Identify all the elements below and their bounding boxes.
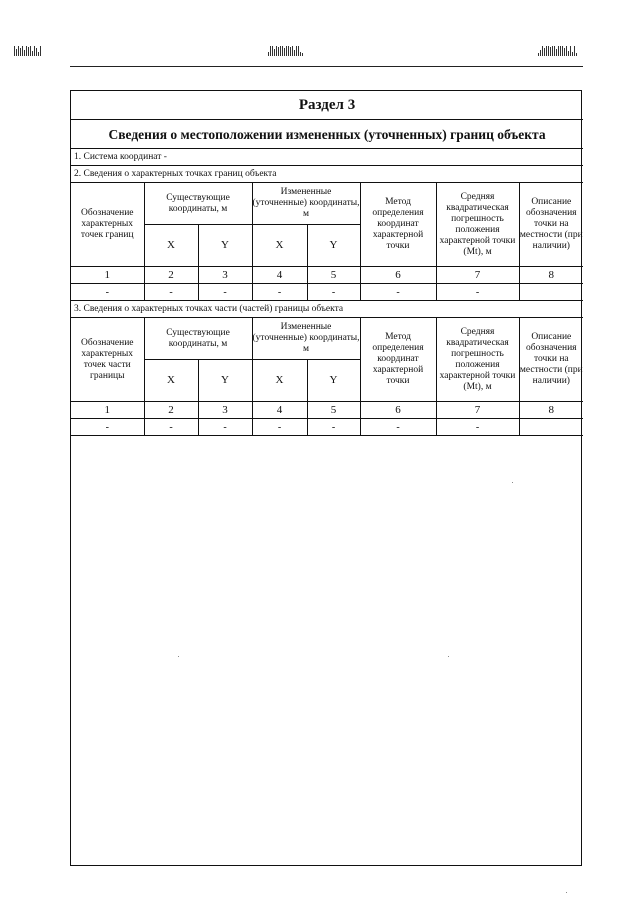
table1-num-cell: 4 bbox=[252, 267, 307, 284]
table2-data-cell: - bbox=[144, 419, 198, 436]
table1-data-cell: - bbox=[198, 284, 252, 301]
table2-num-cell: 5 bbox=[307, 402, 360, 419]
table2-num-cell: 7 bbox=[436, 402, 519, 419]
scan-speck bbox=[566, 892, 567, 893]
table2-col-method: Метод определения координат характерной точки bbox=[360, 318, 436, 402]
document-frame bbox=[70, 90, 582, 866]
table2-col-description: Описание обозначения точки на местности (при наличии) bbox=[519, 318, 583, 402]
table1-group-changed: Измененные (уточненные) координаты, м bbox=[252, 183, 360, 225]
scan-speck bbox=[448, 656, 449, 657]
table1-num-cell: 3 bbox=[198, 267, 252, 284]
table2-changed-x: X bbox=[252, 360, 307, 402]
table1-col-designation: Обозначение характерных точек границ bbox=[71, 183, 144, 267]
table2-data-cell: - bbox=[198, 419, 252, 436]
table2-data-cell: - bbox=[252, 419, 307, 436]
table1-data-cell: - bbox=[71, 284, 144, 301]
table1-group-existing: Существующие координаты, м bbox=[144, 183, 252, 225]
table2-num-cell: 1 bbox=[71, 402, 144, 419]
table2-existing-x: X bbox=[144, 360, 198, 402]
table2-col-designation: Обозначение характерных точек части границы bbox=[71, 318, 144, 402]
table2-data-cell: - bbox=[436, 419, 519, 436]
table2-caption: 3. Сведения о характерных точках части (частей) границы объекта bbox=[71, 301, 583, 318]
barcode-right bbox=[538, 38, 578, 48]
table1-num-cell: 2 bbox=[144, 267, 198, 284]
table1-changed-y: Y bbox=[307, 225, 360, 267]
table1-data-row bbox=[71, 284, 583, 301]
header-rule bbox=[70, 66, 583, 67]
table2-num-cell: 6 bbox=[360, 402, 436, 419]
table2-num-cell: 2 bbox=[144, 402, 198, 419]
table1-data-cell: - bbox=[360, 284, 436, 301]
scan-speck bbox=[178, 656, 179, 657]
table1-data-cell bbox=[519, 284, 583, 301]
table1-num-cell: 6 bbox=[360, 267, 436, 284]
table2-changed-y: Y bbox=[307, 360, 360, 402]
table1-data-cell: - bbox=[252, 284, 307, 301]
section-title: Раздел 3 bbox=[71, 91, 583, 120]
table2-num-cell: 3 bbox=[198, 402, 252, 419]
table1-col-method: Метод определения координат характерной точки bbox=[360, 183, 436, 267]
table1-existing-x: X bbox=[144, 225, 198, 267]
table1-col-error: Средняя квадратическая погрешность положения характерной точки (Mt), м bbox=[436, 183, 519, 267]
table2-data-cell: - bbox=[360, 419, 436, 436]
table2-existing-y: Y bbox=[198, 360, 252, 402]
section-subtitle: Сведения о местоположении измененных (уточненных) границ объекта bbox=[71, 120, 583, 149]
table1-num-cell: 1 bbox=[71, 267, 144, 284]
table1-num-cell: 5 bbox=[307, 267, 360, 284]
table2-data-cell: - bbox=[71, 419, 144, 436]
table2-num-cell: 4 bbox=[252, 402, 307, 419]
table2-num-cell: 8 bbox=[519, 402, 583, 419]
table1-data-cell: - bbox=[436, 284, 519, 301]
table1-existing-y: Y bbox=[198, 225, 252, 267]
table1-col-description: Описание обозначения точки на местности (при наличии) bbox=[519, 183, 583, 267]
table2-number-row bbox=[71, 402, 583, 419]
table1-data-cell: - bbox=[307, 284, 360, 301]
table2-data-cell bbox=[519, 419, 583, 436]
scan-speck bbox=[512, 482, 513, 483]
table1-caption: 2. Сведения о характерных точках границ объекта bbox=[71, 166, 583, 183]
barcode-left bbox=[14, 38, 42, 48]
table1-changed-x: X bbox=[252, 225, 307, 267]
table2-data-row bbox=[71, 419, 583, 436]
table2-group-existing: Существующие координаты, м bbox=[144, 318, 252, 360]
table2-data-cell: - bbox=[307, 419, 360, 436]
table1-num-cell: 7 bbox=[436, 267, 519, 284]
table1-data-cell: - bbox=[144, 284, 198, 301]
table2-col-error: Средняя квадратическая погрешность положения характерной точки (Mt), м bbox=[436, 318, 519, 402]
coordinate-system-label: 1. Система координат - bbox=[71, 149, 583, 166]
barcode-center bbox=[268, 38, 304, 48]
table2-group-changed: Измененные (уточненные) координаты, м bbox=[252, 318, 360, 360]
table1-number-row bbox=[71, 267, 583, 284]
section-table bbox=[71, 91, 583, 436]
table1-num-cell: 8 bbox=[519, 267, 583, 284]
